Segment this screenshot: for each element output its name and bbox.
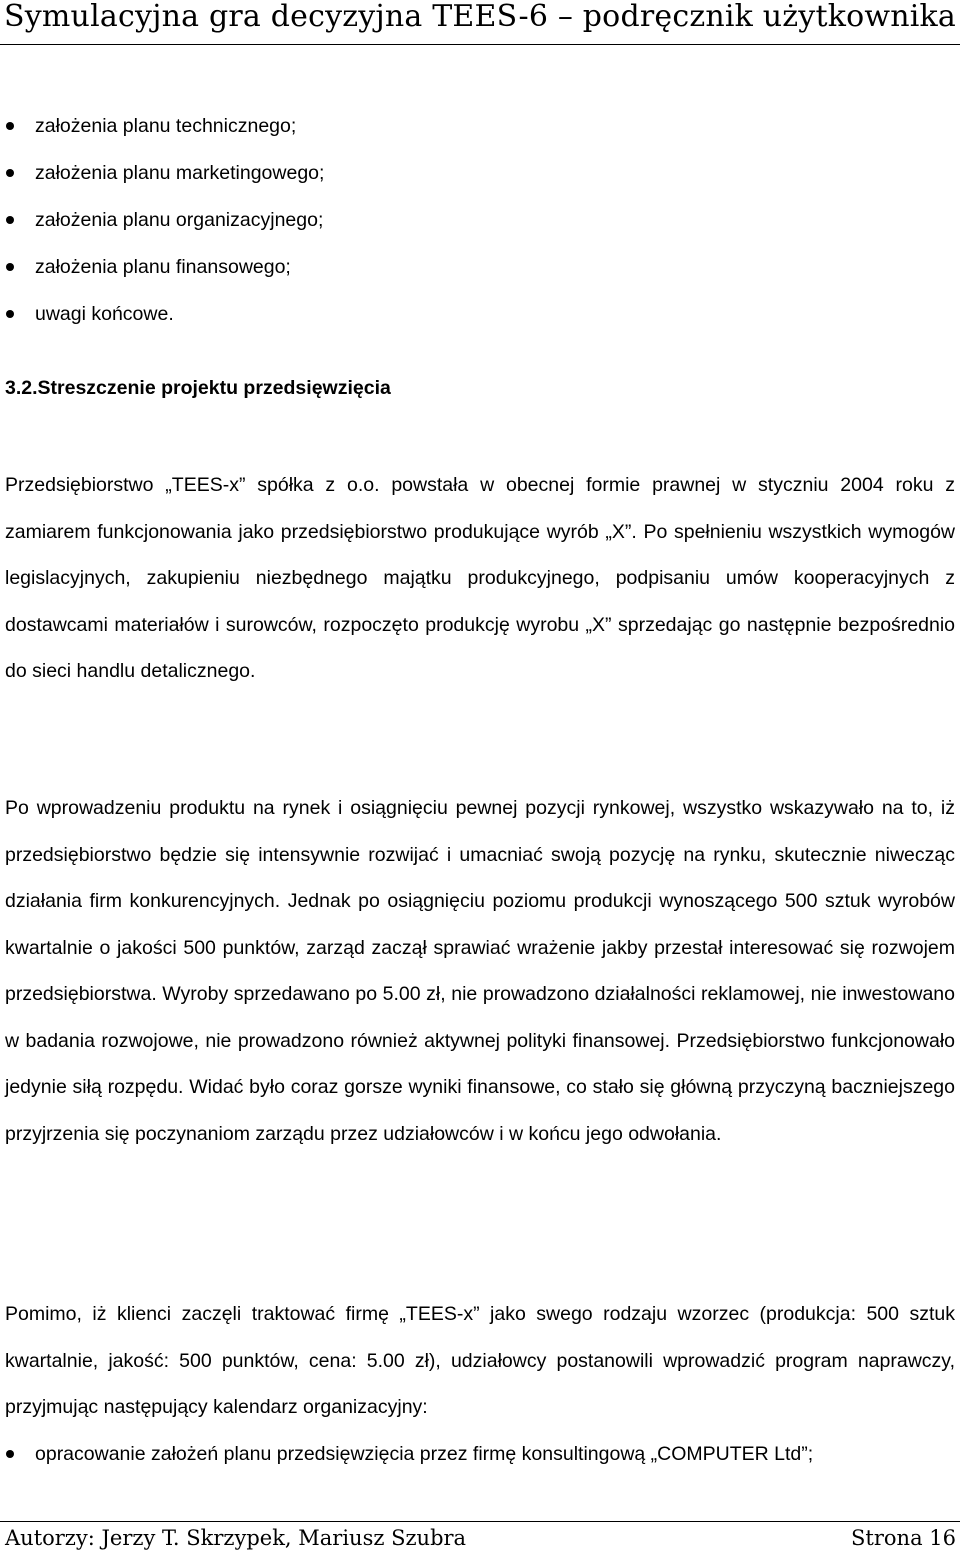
list-item-text: założenia planu organizacyjnego; — [35, 209, 324, 231]
bullet-dot-icon — [6, 310, 14, 318]
header-title: Symulacyjna gra decyzyjna TEES-6 – podręcznik użytkownika — [4, 0, 957, 34]
bullet-dot-icon — [6, 122, 14, 130]
list-item-text: założenia planu technicznego; — [35, 115, 297, 137]
bullet-dot-icon — [6, 1450, 14, 1458]
body-paragraph: Po wprowadzeniu produktu na rynek i osiągnięciu pewnej pozycji rynkowej, wszystko wskazywało na to, iż przedsiębiorstwo będzie się intensywnie rozwijać i umacniać swoją pozycję na rynku, skutecznie niwecząc działania firm konkurencyjnych. Jednak po osiągnięciu poziomu produkcji wynoszącego 500 sztuk wyrobów kwartalnie o jakości 500 punktów, zarząd zaczął sprawiać wrażenie jakby przestał interesować się rozwojem przedsiębiorstwa. Wyroby sprzedawano po 5.00 zł, nie prowadzono działalności reklamowej, nie inwestowano w badania rozwojowe, nie prowadzono również aktywnej polityki finansowej. Przedsiębiorstwo funkcjonowało jedynie siłą rozpędu. Widać było coraz gorsze wyniki finansowe, co stało się główną przyczyną baczniejszego przyjrzenia się poczynaniom zarządu przez udziałowców i w końcu jego odwołania. — [5, 797, 955, 1145]
body-paragraph: Przedsiębiorstwo „TEES-x” spółka z o.o. powstała w obecnej formie prawnej w styczniu 2004 roku z zamiarem funkcjonowania jako przedsiębiorstwo produkujące wyrób „X”. Po spełnieniu wszystkich wymogów legislacyjnych, zakupieniu niezbędnego majątku produkcyjnego, podpisaniu umów kooperacyjnych z dostawcami materiałów i surowców, rozpoczęto produkcję wyrobu „X” sprzedając go następnie bezpośrednio do sieci handlu detalicznego. — [5, 474, 955, 682]
list-item-text: założenia planu marketingowego; — [35, 162, 325, 184]
bullet-dot-icon — [6, 216, 14, 224]
footer-authors: Autorzy: Jerzy T. Skrzypek, Mariusz Szubra — [5, 1526, 467, 1550]
bullet-dot-icon — [6, 263, 14, 271]
page-number: Strona 16 — [851, 1526, 956, 1550]
section-heading: 3.2.Streszczenie projektu przedsięwzięcia — [5, 377, 391, 399]
bullet-dot-icon — [6, 169, 14, 177]
header-divider — [0, 44, 960, 45]
list-item-text: opracowanie założeń planu przedsięwzięcia przez firmę konsultingową „COMPUTER Ltd”; — [35, 1443, 814, 1465]
list-item — [0, 1431, 960, 1478]
body-paragraph: Pomimo, iż klienci zaczęli traktować firmę „TEES-x” jako swego rodzaju wzorzec (produkcja: 500 sztuk kwartalnie, jakość: 500 punktów, cena: 5.00 zł), udziałowcy postanowili wprowadzić program naprawczy, przyjmując następujący kalendarz organizacyjny: — [5, 1303, 955, 1418]
list-item-text: założenia planu finansowego; — [35, 256, 291, 278]
list-item-text: uwagi końcowe. — [35, 303, 174, 325]
